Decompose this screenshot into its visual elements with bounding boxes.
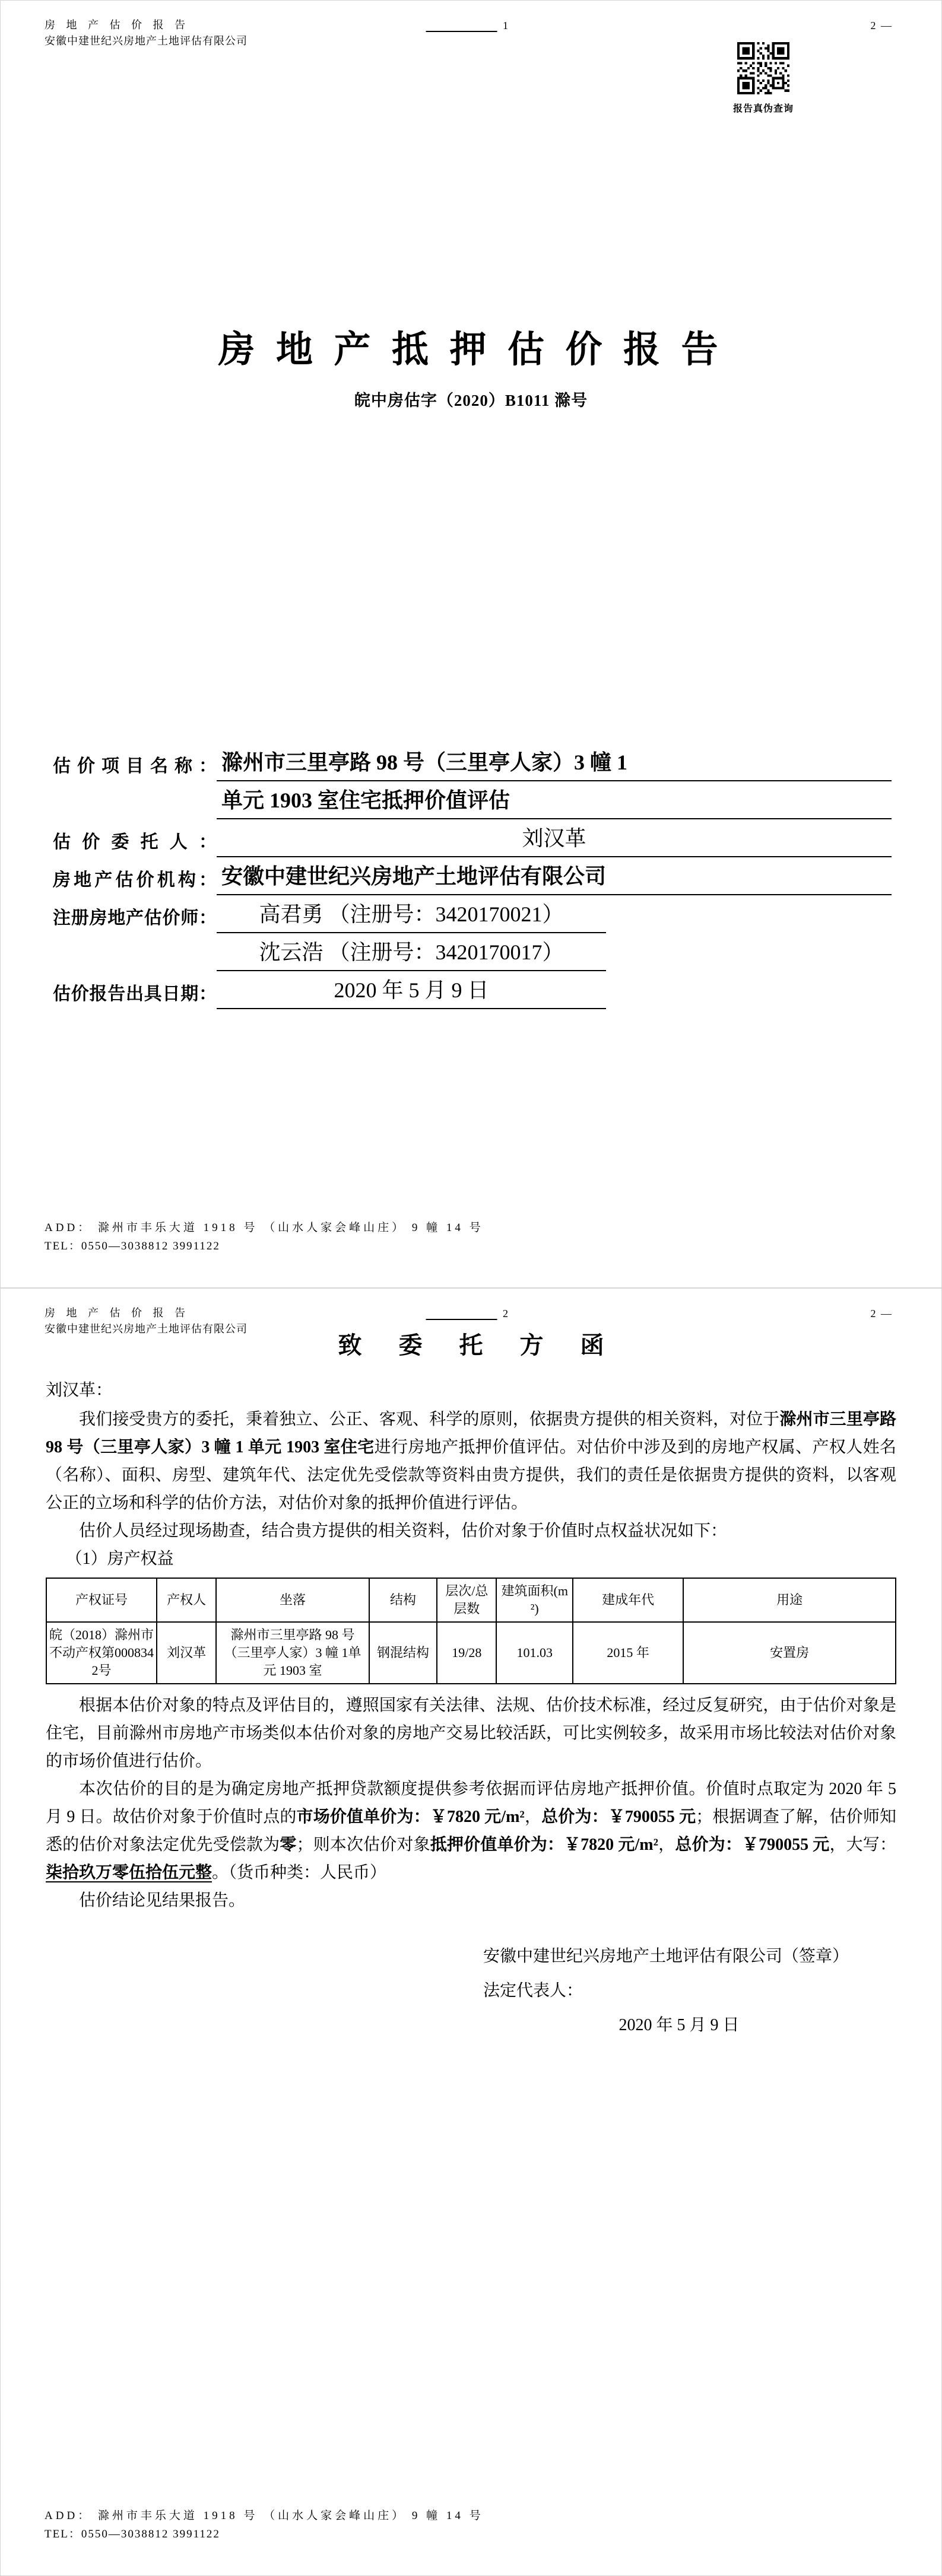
cell-cert-no: 皖（2018）滁州市不动产权第0008342号 [46,1622,157,1684]
cell-owner: 刘汉革 [157,1622,216,1684]
field-project-label: 估价项目名称： [53,756,217,776]
property-rights-table [46,1578,896,1684]
page-number: 2 [503,1308,509,1319]
qr-code-icon [737,42,789,94]
table-header-row [46,1578,896,1622]
footer-telephone: TEL：0550—3038812 3991122 [45,1240,220,1252]
field-client-label: 估价委托人： [53,832,217,852]
col-header-structure: 结构 [369,1578,437,1622]
col-header-cert-no: 产权证号 [46,1578,157,1622]
header-doc-type: 房 地 产 估 价 报 告 [45,19,189,31]
field-appraiser-1-value: 高君勇 （注册号：3420170021） [217,901,606,933]
field-appraiser-2 [53,939,892,971]
doc-number: 皖中房估字（2020）B1011 滁号 [354,392,588,409]
footer-address: ADD： 滁州市丰乐大道 1918 号 （山水人家会峰山庄） 9 幢 14 号 [45,1222,484,1234]
page-footer [45,2507,897,2543]
paragraph-4-text: 。（货币种类：人民币） [212,1863,387,1882]
cell-location: 滁州市三里亭路 98 号（三里亭人家）3 幢 1单元 1903 室 [216,1622,369,1684]
footer-telephone: TEL：0550—3038812 3991122 [45,2528,220,2540]
paragraph-5: 估价结论见结果报告。 [79,1891,246,1910]
header-doc-type: 房 地 产 估 价 报 告 [45,1307,189,1319]
letter-title: 致 委 托 方 函 [338,1332,620,1359]
page-2 [0,1288,942,2576]
cell-floor: 19/28 [437,1622,496,1684]
table-row [46,1622,896,1684]
header-total-pages: 2 — [870,20,893,31]
header-page-field [426,20,508,32]
field-date-label: 估价报告出具日期： [53,984,217,1004]
field-project-line2 [53,787,892,819]
footer-address: ADD： 滁州市丰乐大道 1918 号 （山水人家会峰山庄） 9 幢 14 号 [45,2510,484,2522]
field-project-value-line1: 滁州市三里亭路 98 号（三里亭人家）3 幢 1 [217,749,892,781]
letter-body [46,1327,896,2043]
col-header-owner: 产权人 [157,1578,216,1622]
letter-salutation: 刘汉革： [46,1381,113,1400]
paragraph-1 [46,1405,896,1517]
col-header-floor: 层次/总层数 [437,1578,496,1622]
qr-caption: 报告真伪查询 [732,104,794,114]
header-page-field [426,1308,508,1320]
header-rule [426,21,497,32]
header-company: 安徽中建世纪兴房地产土地评估有限公司 [45,1323,248,1335]
page-number: 1 [503,20,509,31]
field-project [53,749,892,781]
col-header-location: 坐落 [216,1578,369,1622]
mortgage-total-price: 总价为：￥790055 元 [675,1836,830,1854]
paragraph-4-text: ；则本次估价对象 [296,1836,430,1854]
cell-structure: 钢混结构 [369,1622,437,1684]
paragraph-4-text: ， [524,1808,542,1826]
paragraph-4 [46,1775,896,1887]
paragraph-3: 根据本估价对象的特点及评估目的，遵照国家有关法律、法规、估价技术标准，经过反复研究，由于估价对象是住宅，目前滁州市房地产市场类似本估价对象的房地产交易比较活跃，可比实例较多，故采用市场比较法对估价对象的市场价值进行估价。 [46,1696,896,1770]
field-appraiser-2-value: 沈云浩 （注册号：3420170017） [217,939,606,971]
col-header-year-built: 建成年代 [573,1578,683,1622]
paragraph-4-text: ；根据调查了解，估价师知悉的估价对象法定优先受偿款为 [46,1808,896,1854]
col-header-usage: 用途 [683,1578,896,1622]
field-client-value: 刘汉革 [217,825,892,857]
field-agency-label: 房地产估价机构： [53,870,217,890]
signature-date: 2020 年 5 月 9 日 [619,2016,740,2034]
signature-legal-representative: 法定代表人： [483,1982,583,2000]
header-left [45,17,248,49]
paragraph-4-text: 本次估价的目的是为确定房地产抵押贷款额度提供参考依据而评估房地产抵押价值。价值时点取定为 2020 年 5 月 9 日。故估价对象于价值时点的 [46,1780,896,1826]
header-company: 安徽中建世纪兴房地产土地评估有限公司 [45,35,248,47]
header-rule [426,1309,497,1320]
cell-year-built: 2015 年 [573,1622,683,1684]
signature-block [483,1939,875,2043]
cell-area: 101.03 [496,1622,573,1684]
cell-usage: 安置房 [683,1622,896,1684]
header-total-pages: 2 — [870,1308,893,1319]
field-date-value: 2020 年 5 月 9 日 [217,977,606,1009]
signature-company: 安徽中建世纪兴房地产土地评估有限公司（签章） [483,1947,849,1966]
field-agency-value: 安徽中建世纪兴房地产土地评估有限公司 [217,863,892,895]
paragraph-4-text: ，大写： [829,1836,896,1854]
market-total-price: 总价为：￥790055 元 [541,1808,696,1826]
mortgage-unit-price: 抵押价值单价为：￥7820 元/m² [430,1836,659,1854]
cover-fields [53,749,892,1015]
qr-block [732,42,794,115]
field-report-date [53,977,892,1009]
page-footer [45,1219,897,1255]
field-client [53,825,892,857]
list-item-property-rights: （1）房产权益 [65,1550,174,1568]
paragraph-1-text: 进行房地产抵押价值评估。对估价中涉及到的房地产权属、产权人姓名（名称）、面积、房型、建筑年代、法定优先受偿款等资料由贵方提供，我们的责任是依据贵方提供的资料，以客观公正的立场和科学的估价方法，对估价对象的抵押价值进行评估。 [46,1438,896,1512]
report-title: 房 地 产 抵 押 估 价 报 告 [218,330,724,370]
field-appraiser-label: 注册房地产估价师： [53,908,217,928]
field-project-value-line2: 单元 1903 室住宅抵押价值评估 [217,787,892,819]
amount-in-words: 柒拾玖万零伍拾伍元整 [46,1863,212,1882]
col-header-area: 建筑面积(m²) [496,1578,573,1622]
paragraph-2: 估价人员经过现场勘查，结合贵方提供的相关资料，估价对象于价值时点权益状况如下： [79,1522,728,1540]
field-agency [53,863,892,895]
paragraph-4-text: ， [658,1836,675,1854]
paragraph-1-text: 我们接受贵方的委托，秉着独立、公正、客观、科学的原则，依据贵方提供的相关资料，对位于 [79,1410,780,1429]
market-unit-price: 市场价值单价为：￥7820 元/m² [296,1808,525,1826]
statutory-priority-amount: 零 [280,1836,297,1854]
subject-property-address: 滁州市三里亭路 98 号（三里亭人家）3 幢 1 单元 1903 室住宅 [46,1410,896,1456]
field-appraiser-1 [53,901,892,933]
